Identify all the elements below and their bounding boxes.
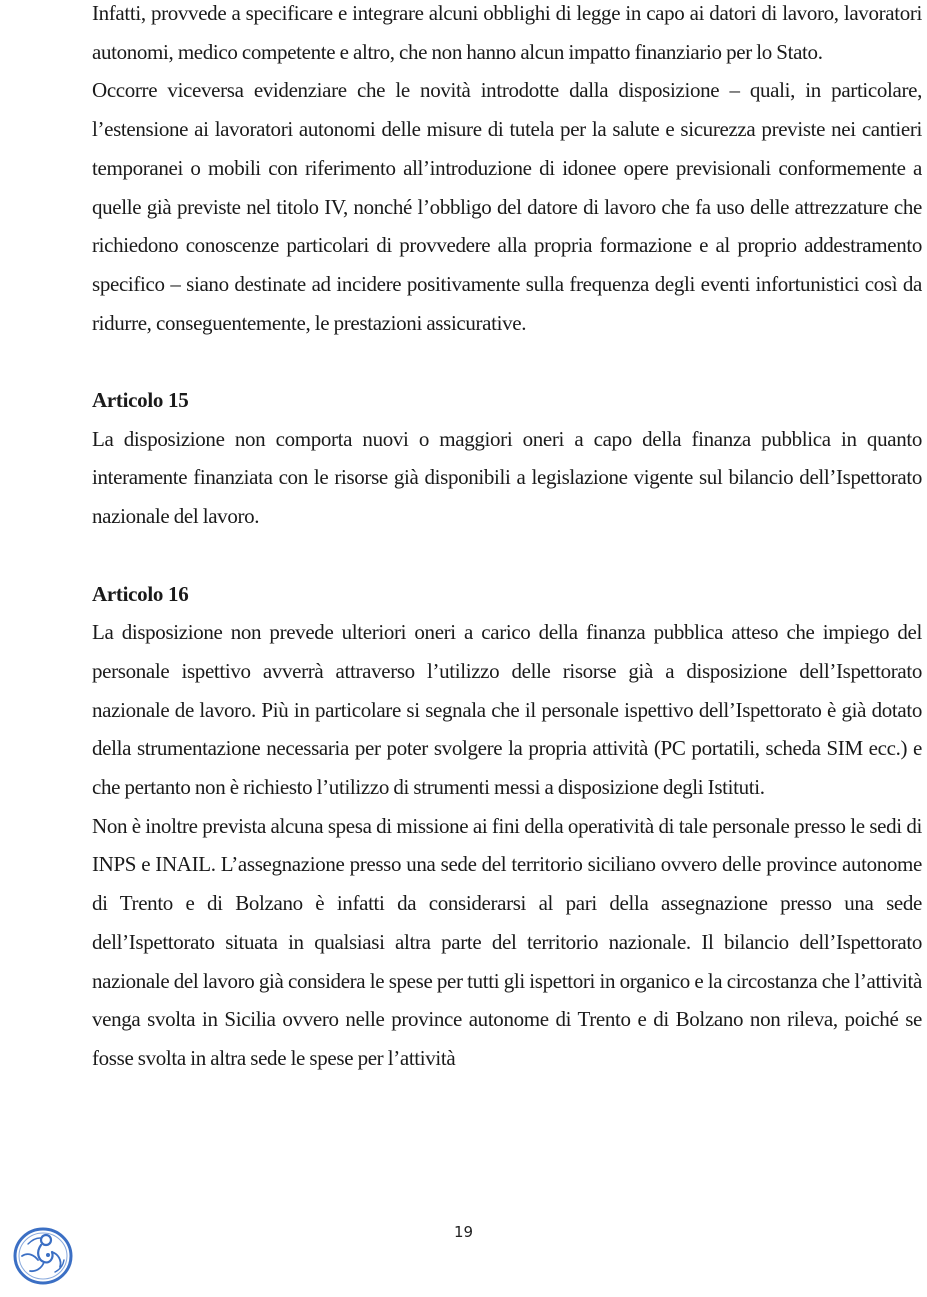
seal-logo-icon [8, 1222, 78, 1288]
article-16-heading: Articolo 16 [92, 581, 189, 606]
document-page [92, 0, 922, 1078]
article-15-paragraph-1: La disposizione non comporta nuovi o maggiori oneri a capo della finanza pubblica in quanto interamente finanziata con le risorse già disponibili a legislazione vigente sul bilancio dell’Ispettorato nazionale del lavoro. [92, 426, 922, 529]
article-16-paragraph-2: Non è inoltre prevista alcuna spesa di missione ai fini della operatività di tale personale presso le sedi di INPS e INAIL. L’assegnazione presso una sede del territorio siciliano ovvero delle province autonome di Trento e di Bolzano è infatti da considerarsi al pari della assegnazione presso una sede dell’Ispettorato situata in qualsiasi altra parte del territorio nazionale. Il bilancio dell’Ispettorato nazionale del lavoro già considera le spese per tutti gli ispettori in organico e la circostanza che l’attività venga svolta in Sicilia ovvero nelle province autonome di Trento e di Bolzano non rileva, poiché se fosse svolta in altra sede le spese per l’attività [92, 813, 922, 1070]
paragraph-intro-1: Infatti, provvede a specificare e integrare alcuni obblighi di legge in capo ai datori di lavoro, lavoratori autonomi, medico competente e altro, che non hanno alcun impatto finanziario per lo Stato. [92, 1, 922, 64]
article-16-paragraph-1: La disposizione non prevede ulteriori oneri a carico della finanza pubblica atteso che impiego del personale ispettivo avverrà attraverso l’utilizzo delle risorse già a disposizione dell’Ispettorato nazionale de lavoro. Più in particolare si segnala che il personale ispettivo dell’Ispettorato è già dotato della strumentazione necessaria per poter svolgere la propria attività (PC portatili, scheda SIM ecc.) e che pertanto non è richiesto l’utilizzo di strumenti messi a disposizione degli Istituti. [92, 620, 922, 800]
paragraph-intro-2: Occorre viceversa evidenziare che le novità introdotte dalla disposizione – quali, in particolare, l’estensione ai lavoratori autonomi delle misure di tutela per la salute e sicurezza previste nei cantieri temporanei o mobili con riferimento all’introduzione di idonee opere previsionali conformemente a quelle già previste nel titolo IV, nonché l’obbligo del datore di lavoro che fa uso delle attrezzature che richiedono conoscenze particolari di provvedere alla propria formazione e al proprio addestramento specifico – siano destinate ad incidere positivamente sulla frequenza degli eventi infortunistici così da ridurre, conseguentemente, le prestazioni assicurative. [92, 78, 922, 335]
spacer [92, 536, 922, 575]
article-15-heading: Articolo 15 [92, 388, 189, 413]
page-number: 19 [453, 1223, 474, 1241]
spacer [92, 342, 922, 381]
seal-logo-graphic [8, 1222, 78, 1288]
